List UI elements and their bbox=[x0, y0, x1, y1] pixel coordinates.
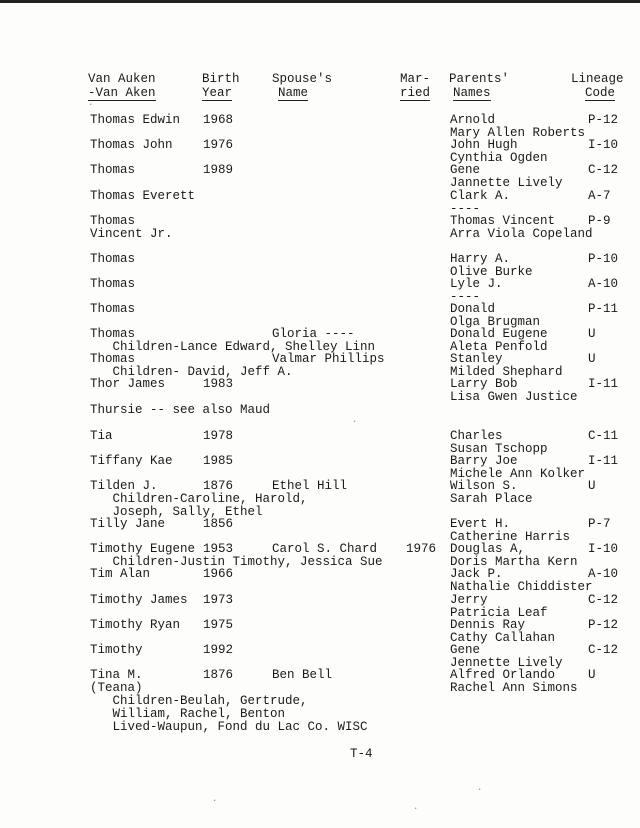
entry-detail: Children-Justin Timothy, Jessica Sue bbox=[90, 555, 383, 569]
entry-detail: Children- David, Jeff A. bbox=[90, 365, 293, 379]
entry-lineage-code: A-10 bbox=[588, 567, 619, 581]
header-col1-line1: Van Auken bbox=[88, 72, 156, 86]
entry-name: Thomas bbox=[90, 277, 136, 291]
header-col2-line1: Birth bbox=[202, 72, 240, 86]
entry-birth-year: 1985 bbox=[203, 454, 234, 468]
entry-parent: Barry Joe bbox=[450, 454, 518, 468]
entry-name: Tia bbox=[90, 429, 113, 443]
entry-parent: Doris Martha Kern bbox=[450, 555, 578, 569]
entry-parent: Thomas Vincent bbox=[450, 214, 556, 228]
entry-lineage-code: P-11 bbox=[588, 302, 619, 316]
entry-name: Thomas John bbox=[90, 138, 173, 152]
page-number: T-4 bbox=[350, 747, 373, 761]
entry-parent: Stanley bbox=[450, 352, 503, 366]
entry-name: Thomas bbox=[90, 327, 136, 341]
entry-spouse: Ben Bell bbox=[272, 668, 333, 682]
entry-lineage-code: C-12 bbox=[588, 593, 619, 607]
entry-name: Thomas Everett bbox=[90, 189, 196, 203]
entry-name: Thomas bbox=[90, 302, 136, 316]
entry-birth-year: 1966 bbox=[203, 567, 234, 581]
scan-speck: · bbox=[352, 417, 358, 427]
entry-parent: Jerry bbox=[450, 593, 488, 607]
entry-birth-year: 1989 bbox=[203, 163, 234, 177]
entry-birth-year: 1876 bbox=[203, 668, 234, 682]
entry-parent: Aleta Penfold bbox=[450, 340, 548, 354]
entry-parent: Rachel Ann Simons bbox=[450, 681, 578, 695]
entry-lineage-code: P-12 bbox=[588, 113, 619, 127]
entry-parent: Wilson S. bbox=[450, 479, 518, 493]
entry-parent: Michele Ann Kolker bbox=[450, 467, 586, 481]
entry-name: Tina M. bbox=[90, 668, 143, 682]
entry-birth-year: 1968 bbox=[203, 113, 234, 127]
entry-parent: Donald bbox=[450, 302, 496, 316]
entry-birth-year: 1976 bbox=[203, 138, 234, 152]
scan-speck: · bbox=[88, 100, 94, 110]
entry-married-year: 1976 bbox=[406, 542, 437, 556]
entry-name: Thomas Edwin bbox=[90, 113, 181, 127]
entry-detail: Joseph, Sally, Ethel bbox=[90, 505, 263, 519]
scan-speck: · bbox=[477, 785, 483, 795]
entry-detail: William, Rachel, Benton bbox=[90, 707, 286, 721]
entry-parent: Olga Brugman bbox=[450, 315, 541, 329]
entry-parent: Donald Eugene bbox=[450, 327, 548, 341]
entry-parent: Larry Bob bbox=[450, 377, 518, 391]
entry-parent: Clark A. bbox=[450, 189, 511, 203]
entry-parent: Cynthia Ogden bbox=[450, 151, 548, 165]
entry-lineage-code: I-10 bbox=[588, 542, 619, 556]
entry-parent: Gene bbox=[450, 163, 481, 177]
entry-parent: Lisa Gwen Justice bbox=[450, 390, 578, 404]
entry-parent: Olive Burke bbox=[450, 265, 533, 279]
header-col1-line2: -Van Aken bbox=[88, 86, 156, 100]
entry-lineage-code: A-7 bbox=[588, 189, 611, 203]
entry-parent: Mary Allen Roberts bbox=[450, 126, 586, 140]
entry-name: Timothy Ryan bbox=[90, 618, 181, 632]
entry-spouse: Carol S. Chard bbox=[272, 542, 378, 556]
entry-lineage-code: P-12 bbox=[588, 618, 619, 632]
entry-parent: Milded Shephard bbox=[450, 365, 563, 379]
entry-name: Tiffany Kae bbox=[90, 454, 173, 468]
entry-birth-year: 1992 bbox=[203, 643, 234, 657]
top-rule bbox=[0, 0, 640, 3]
scan-speck: · bbox=[413, 804, 419, 814]
scan-speck: · bbox=[212, 796, 218, 806]
entry-lineage-code: I-11 bbox=[588, 377, 619, 391]
entry-parent: Sarah Place bbox=[450, 492, 533, 506]
header-col6-line1: Lineage bbox=[571, 72, 624, 86]
entry-lineage-code: C-12 bbox=[588, 163, 619, 177]
entry-name: Thursie -- see also Maud bbox=[90, 403, 271, 417]
entry-parent: Cathy Callahan bbox=[450, 631, 556, 645]
entry-parent: Catherine Harris bbox=[450, 530, 571, 544]
entry-name: Thomas bbox=[90, 252, 136, 266]
entry-parent: ---- bbox=[450, 202, 481, 216]
entry-name: Thomas bbox=[90, 163, 136, 177]
entry-parent: Douglas A, bbox=[450, 542, 526, 556]
entry-birth-year: 1953 bbox=[203, 542, 234, 556]
entry-name: Timothy James bbox=[90, 593, 188, 607]
entry-parent: Dennis Ray bbox=[450, 618, 526, 632]
header-col3-line2: Name bbox=[278, 86, 309, 100]
entry-detail: Children-Beulah, Gertrude, bbox=[90, 694, 308, 708]
entry-birth-year: 1978 bbox=[203, 429, 234, 443]
entry-detail: Children-Lance Edward, Shelley Linn bbox=[90, 340, 376, 354]
entry-parent: Arra Viola Copeland bbox=[450, 227, 593, 241]
header-col4-line2: ried bbox=[400, 86, 431, 100]
entry-name: Tilden J. bbox=[90, 479, 158, 493]
entry-detail: Lived-Waupun, Fond du Lac Co. WISC bbox=[90, 720, 368, 734]
entry-birth-year: 1975 bbox=[203, 618, 234, 632]
entry-spouse: Ethel Hill bbox=[272, 479, 348, 493]
entry-parent: Jennette Lively bbox=[450, 656, 563, 670]
header-col3-line1: Spouse's bbox=[272, 72, 333, 86]
entry-parent: Patricia Leaf bbox=[450, 606, 548, 620]
entry-parent: Susan Tschopp bbox=[450, 442, 548, 456]
entry-lineage-code: C-11 bbox=[588, 429, 619, 443]
entry-lineage-code: P-9 bbox=[588, 214, 611, 228]
entry-spouse: Gloria ---- bbox=[272, 327, 355, 341]
entry-lineage-code: U bbox=[588, 352, 596, 366]
entry-parent: Nathalie Chiddister bbox=[450, 580, 593, 594]
entry-birth-year: 1973 bbox=[203, 593, 234, 607]
entry-name: Timothy bbox=[90, 643, 143, 657]
entry-parent: Arnold bbox=[450, 113, 496, 127]
entry-detail: Children-Caroline, Harold, bbox=[90, 492, 308, 506]
entry-birth-year: 1876 bbox=[203, 479, 234, 493]
entry-name: Tim Alan bbox=[90, 567, 151, 581]
entry-lineage-code: I-10 bbox=[588, 138, 619, 152]
entry-parent: Harry A. bbox=[450, 252, 511, 266]
header-col4-line1: Mar- bbox=[400, 72, 431, 86]
entry-parent: Alfred Orlando bbox=[450, 668, 556, 682]
header-col6-line2: Code bbox=[585, 86, 616, 100]
entry-name: Thor James bbox=[90, 377, 166, 391]
entry-parent: Charles bbox=[450, 429, 503, 443]
entry-parent: ---- bbox=[450, 290, 481, 304]
header-col2-line2: Year bbox=[202, 86, 233, 100]
entry-name: Thomas bbox=[90, 214, 136, 228]
entry-name: Timothy Eugene bbox=[90, 542, 196, 556]
entry-birth-year: 1983 bbox=[203, 377, 234, 391]
header-col5-line1: Parents' bbox=[449, 72, 510, 86]
entry-lineage-code: U bbox=[588, 668, 596, 682]
entry-lineage-code: U bbox=[588, 479, 596, 493]
entry-lineage-code: A-10 bbox=[588, 277, 619, 291]
entry-name: Tilly Jane bbox=[90, 517, 166, 531]
entry-lineage-code: U bbox=[588, 327, 596, 341]
header-col5-line2: Names bbox=[453, 86, 491, 100]
entry-lineage-code: C-12 bbox=[588, 643, 619, 657]
entry-parent: Lyle J. bbox=[450, 277, 503, 291]
entry-spouse: Valmar Phillips bbox=[272, 352, 385, 366]
entry-birth-year: 1856 bbox=[203, 517, 234, 531]
entry-parent: Gene bbox=[450, 643, 481, 657]
entry-name: Thomas bbox=[90, 352, 136, 366]
entry-lineage-code: P-10 bbox=[588, 252, 619, 266]
entry-lineage-code: P-7 bbox=[588, 517, 611, 531]
entry-parent: Jannette Lively bbox=[450, 176, 563, 190]
entry-lineage-code: I-11 bbox=[588, 454, 619, 468]
entry-parent: John Hugh bbox=[450, 138, 518, 152]
entry-detail: Vincent Jr. bbox=[90, 227, 173, 241]
entry-parent: Evert H. bbox=[450, 517, 511, 531]
entry-detail: (Teana) bbox=[90, 681, 143, 695]
entry-parent: Jack P. bbox=[450, 567, 503, 581]
